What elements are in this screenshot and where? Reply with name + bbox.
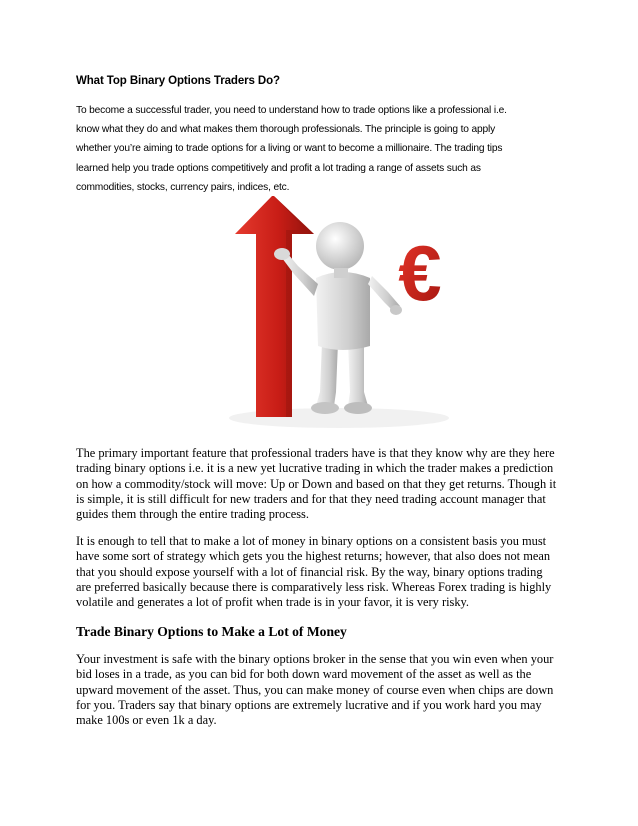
paragraph-line: bid loses in a trade, as you can bid for both down ward movement of the asset as well as the bbox=[76, 667, 532, 682]
body-paragraph bbox=[76, 652, 562, 728]
paragraph-line: that you should expose yourself with a lot of financial risk. By the way, binary options trading bbox=[76, 564, 543, 579]
paragraph-line: The primary important feature that professional traders have is that they know why are they here bbox=[76, 446, 555, 460]
paragraph-line: upward movement of the asset. Thus, you can make money of course even when chips are down bbox=[76, 682, 554, 697]
person-figure-icon bbox=[274, 222, 402, 414]
paragraph-line: learned help you trade options competitively and profit a lot trading a range of assets such as bbox=[76, 162, 481, 174]
paragraph-line: is simple, it is still difficult for new traders and for that they need trading account manager that bbox=[76, 491, 546, 506]
paragraph-line: trading binary options i.e. it is a new yet lucrative trading in which the trader makes a prediction bbox=[76, 461, 554, 476]
paragraph-line: have some sort of strategy which gets you the highest returns; however, that also does not mean bbox=[76, 549, 551, 564]
paragraph-line: know what they do and what makes them thorough professionals. The principle is going to apply bbox=[76, 124, 496, 136]
paragraph-line: for you. Traders say that binary options are extremely lucrative and if you work hard you may bbox=[76, 697, 542, 712]
paragraph-line: whether you’re aiming to trade options for a living or want to become a millionaire. The trading tips bbox=[76, 143, 503, 155]
paragraph-line: on how a commodity/stock will move: Up or Down and based on that they get returns. Though it bbox=[76, 476, 557, 491]
up-arrow-icon bbox=[235, 196, 314, 417]
body-paragraph bbox=[76, 446, 562, 522]
paragraph-line: To become a successful trader, you need to understand how to trade options like a professional i.e. bbox=[76, 105, 507, 116]
body-paragraph bbox=[76, 534, 562, 610]
paragraph-line: guides them through the entire trading process. bbox=[76, 507, 309, 522]
section-heading: Trade Binary Options to Make a Lot of Money bbox=[76, 624, 347, 639]
paragraph-line: are preferred basically because there is comparatively less risk. Whereas Forex trading is highly bbox=[76, 579, 552, 594]
paragraph-line: commodities, stocks, currency pairs, indices, etc. bbox=[76, 181, 290, 193]
trader-illustration bbox=[224, 192, 454, 432]
section-title: What Top Binary Options Traders Do? bbox=[76, 75, 280, 87]
paragraph-line: make 100s or even 1k a day. bbox=[76, 713, 217, 728]
intro-paragraph bbox=[76, 101, 566, 197]
paragraph-line: Your investment is safe with the binary options broker in the sense that you win even when your bbox=[76, 652, 554, 666]
euro-icon: € bbox=[398, 229, 442, 317]
paragraph-line: volatile and generates a lot of profit when trade is in your favor, it is very risky. bbox=[76, 595, 470, 610]
paragraph-line: It is enough to tell that to make a lot of money in binary options on a consistent basis you must bbox=[76, 534, 547, 548]
